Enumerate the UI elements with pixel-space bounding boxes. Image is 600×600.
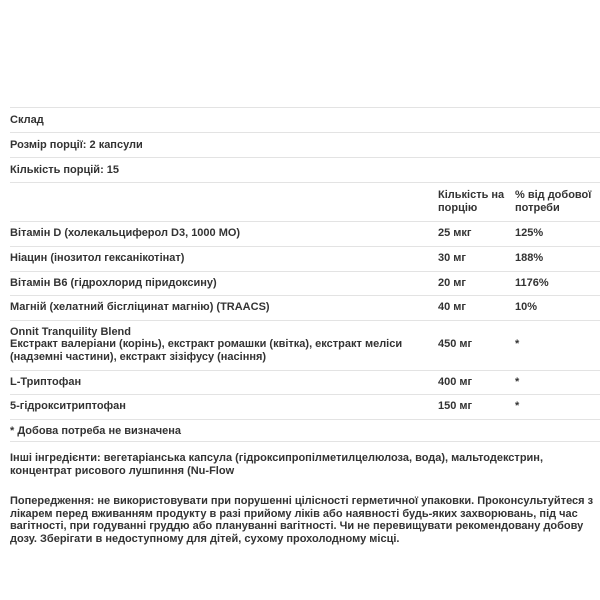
nutrient-amount: 30 мг [438,251,467,264]
nutrient-dv: * [515,338,520,351]
blend-name: Onnit Tranquility Blend [10,325,131,338]
table-row-vitamin-d [10,221,600,246]
table-row-tranquility-blend [10,320,600,370]
other-ingredients-text: Інші інгредієнти: вегетаріанська капсула (гідроксипропілметилцелюлоза, вода), мальтодекстрин, концентрат рисового лушпиння (Nu-Flow [10,452,543,477]
serving-size-row [10,132,600,157]
table-row-magnesium [10,295,600,320]
nutrient-amount: 25 мкг [438,227,472,240]
nutrient-name: Магній (хелатний бісгліцинат магнію) (TRAACS) [10,301,270,314]
nutrient-dv: 188% [515,251,544,264]
header-amount-per-serving: Кількість на порцію [438,189,505,214]
table-row-vitamin-b6 [10,271,600,296]
nutrient-amount: 40 мг [438,301,467,314]
nutrient-amount: 450 мг [438,338,473,351]
nutrient-name: 5-гідрокситриптофан [10,400,126,413]
nutrient-amount: 20 мг [438,276,467,289]
supplement-facts-table [10,107,600,442]
serving-size-text: Розмір порції: 2 капсули [10,139,143,151]
daily-value-footnote [10,419,600,442]
nutrient-name: L-Триптофан [10,375,82,388]
nutrient-name-group [10,326,438,364]
nutrient-dv: * [515,400,520,413]
nutrient-name: Ніацин (інозитол гексанікотінат) [10,251,185,264]
nutrient-amount: 150 мг [438,400,473,413]
nutrient-name: Вітамін D (холекальциферол D3, 1000 МО) [10,227,241,240]
warning-text: Попередження: не використовувати при порушенні цілісності герметичної упаковки. Проконсультуйтеся з лікарем перед вживанням продукту в разі прийому ліків або наявності будь-яких захворювань, під час вагітності, при годуванні груддю або плануванні вагітності. Чи не перевищувати рекомендовану добову дозу. Зберігати в недоступному для дітей, сухому прохолодному місці. [10,494,594,546]
nutrient-dv: 10% [515,301,538,314]
table-row-l-tryptophan [10,370,600,395]
blend-description: Екстракт валеріани (корінь), екстракт ромашки (квітка), екстракт меліси (надземні частини), екстракт зізіфусу (насіння) [10,338,403,364]
header-percent-daily-value: % від добової потреби [515,189,592,214]
nutrient-dv: 1176% [515,276,549,289]
nutrient-dv: 125% [515,227,544,240]
footnote-text: * Добова потреба не визначена [10,424,182,437]
facts-title: Склад [10,114,44,126]
nutrient-name: Вітамін B6 (гідрохлорид піридоксину) [10,276,217,289]
table-header-row [10,182,600,221]
facts-title-row [10,107,600,132]
servings-per-container-row [10,157,600,182]
table-row-5htp [10,394,600,419]
servings-per-container-text: Кількість порцій: 15 [10,164,120,176]
table-row-niacin [10,246,600,271]
nutrient-amount: 400 мг [438,375,473,388]
nutrient-dv: * [515,375,520,388]
